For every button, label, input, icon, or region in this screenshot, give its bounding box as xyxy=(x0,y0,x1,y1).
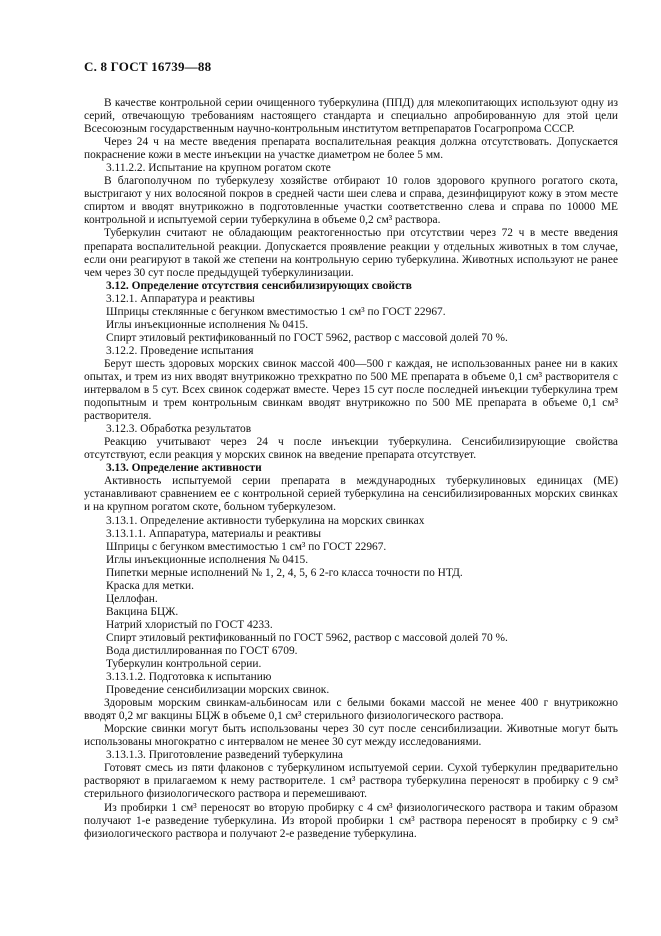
section-heading: 3.12.1. Аппаратура и реактивы xyxy=(106,292,255,305)
document-body xyxy=(84,97,618,841)
paragraph: Берут шесть здоровых морских свинок массой 400—500 г каждая, не использованных ранее ни в каких опытах, и трем из них вводят внутрикожно трехкратно по 500 МЕ препарата в объеме 0,1 см³ растворителя с интервалом в 5 сут. Всех свинок содержат вместе. Через 15 сут после последней инъекции туберкулина трем подопытным и трем контрольным свинкам вводят внутрикожно по 500 МЕ препарата в объеме 0,1 см³ растворителя. xyxy=(84,357,618,423)
list-item: Вода дистиллированная по ГОСТ 6709. xyxy=(106,644,298,657)
section-heading: 3.11.2.2. Испытание на крупном рогатом скоте xyxy=(106,162,331,175)
section-heading: 3.13.1.1. Аппаратура, материалы и реактивы xyxy=(106,527,322,540)
list-item: Иглы инъекционные исполнения № 0415. xyxy=(106,318,309,331)
paragraph: Готовят смесь из пяти флаконов с туберкулином испытуемой серии. Сухой туберкулин предварительно растворяют в прилагаемом к нему растворителе. 1 см³ раствора туберкулина переносят в пробирку с 9 см³ стерильного физиологического раствора и перемешивают. xyxy=(84,762,618,801)
page-header xyxy=(84,60,211,73)
paragraph: В благополучном по туберкулезу хозяйстве отбирают 10 голов здорового крупного рогатого скота, выстригают у них волосяной покров в средней части шеи слева и справа, дезинфицируют кожу в этом месте спиртом и вводят внутрикожно в подготовленные участки соответственно слева и справа по 10000 МЕ контрольной и испытуемой серии туберкулина в объеме 0,2 см³ раствора. xyxy=(84,175,618,227)
paragraph: Морские свинки могут быть использованы через 30 сут после сенсибилизации. Животные могут быть использованы многократно с интервалом не менее 30 сут между исследованиями. xyxy=(84,723,618,749)
paragraph: В качестве контрольной серии очищенного туберкулина (ППД) для млекопитающих используют одну из серий, отвечающую требованиям настоящего стандарта и специально апробированную для этой цели Всесоюзным государственным научно-контрольным институтом ветпрепаратов Госагропрома СССР. xyxy=(84,97,618,136)
list-item: Вакцина БЦЖ. xyxy=(106,605,179,618)
list-item: Краска для метки. xyxy=(106,579,194,592)
paragraph: Здоровым морским свинкам-альбиносам или с белыми боками массой не менее 400 г внутрикожно вводят 0,2 мг вакцины БЦЖ в объеме 0,1 см³ стерильного физиологического раствора. xyxy=(84,697,618,723)
list-item: Шприцы стеклянные с бегунком вместимостью 1 см³ по ГОСТ 22967. xyxy=(106,305,446,318)
list-item: Спирт этиловый ректификованный по ГОСТ 5962, раствор с массовой долей 70 %. xyxy=(106,331,508,344)
list-item: Натрий хлористый по ГОСТ 4233. xyxy=(106,618,273,631)
list-item: Целлофан. xyxy=(106,592,158,605)
list-item: Спирт этиловый ректификованный по ГОСТ 5962, раствор с массовой долей 70 %. xyxy=(106,631,508,644)
section-heading: 3.13.1. Определение активности туберкулина на морских свинках xyxy=(106,514,425,527)
paragraph: Активность испытуемой серии препарата в международных туберкулиновых единицах (МЕ) устанавливают сравнением ее с контрольной серией туберкулина на сенсибилизированных морских свинках и на крупном рогатом скоте, больном туберкулезом. xyxy=(84,475,618,514)
list-item: Иглы инъекционные исполнения № 0415. xyxy=(106,553,309,566)
paragraph: Проведение сенсибилизации морских свинок. xyxy=(106,684,330,697)
section-heading: 3.13.1.3. Приготовление разведений туберкулина xyxy=(106,749,343,762)
section-heading: 3.12.3. Обработка результатов xyxy=(106,423,252,436)
paragraph: Реакцию учитывают через 24 ч после инъекции туберкулина. Сенсибилизирующие свойства отсутствуют, если реакция у морских свинок на введение препарата отсутствует. xyxy=(84,436,618,462)
list-item: Шприцы с бегунком вместимостью 1 см³ по ГОСТ 22967. xyxy=(106,540,387,553)
paragraph: Через 24 ч на месте введения препарата воспалительная реакция должна отсутствовать. Допускается покраснение кожи в месте инъекции на участке диаметром не более 5 мм. xyxy=(84,136,618,162)
section-heading: 3.13. Определение активности xyxy=(106,462,262,475)
paragraph: Туберкулин считают не обладающим реактогенностью при отсутствии через 72 ч в месте введения препарата воспалительной реакции. Допускается проявление реакции у отдельных животных в том случае, если они реагируют в такой же степени на контрольную серию туберкулина. Животных используют не ранее чем через 30 сут после предыдущей туберкулинизации. xyxy=(84,227,618,279)
list-item: Туберкулин контрольной серии. xyxy=(106,658,262,671)
section-heading: 3.12.2. Проведение испытания xyxy=(106,344,254,357)
paragraph: Из пробирки 1 см³ переносят во вторую пробирку с 4 см³ физиологического раствора и таким образом получают 1-е разведение туберкулина. Из второй пробирки 1 см³ раствора переносят в пробирку с 9 см³ физиологического раствора и получают 2-е разведение туберкулина. xyxy=(84,801,618,840)
list-item: Пипетки мерные исполнений № 1, 2, 4, 5, 6 2-го класса точности по НТД. xyxy=(106,566,463,579)
standard-number: ГОСТ 16739—88 xyxy=(110,59,212,74)
page-number: С. 8 xyxy=(84,59,108,74)
section-heading: 3.13.1.2. Подготовка к испытанию xyxy=(106,671,272,684)
section-heading: 3.12. Определение отсутствия сенсибилизирующих свойств xyxy=(106,279,412,292)
